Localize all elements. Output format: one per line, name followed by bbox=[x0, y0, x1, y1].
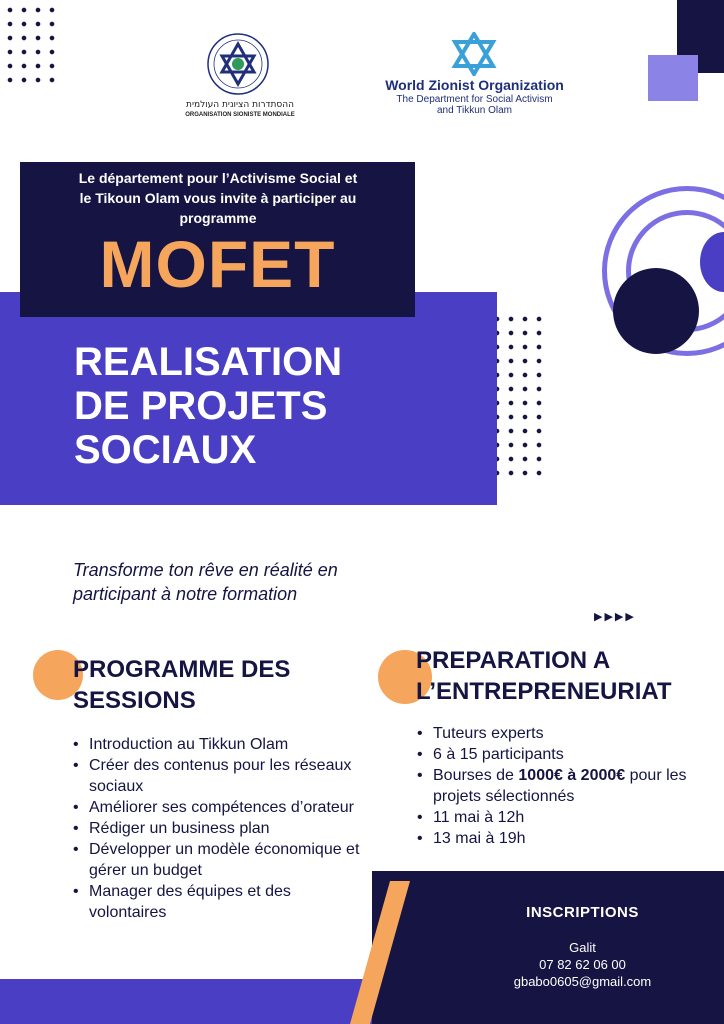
list-item: • Manager des équipes et des volontaires bbox=[72, 881, 372, 923]
list-item: • Améliorer ses compétences d’orateur bbox=[72, 797, 372, 818]
tagline-line1: Transforme ton rêve en réalité en bbox=[73, 560, 338, 580]
corner-block-lilac bbox=[648, 55, 698, 101]
headline-line3: SOCIAUX bbox=[74, 428, 257, 472]
wzo-subtitle bbox=[372, 94, 577, 116]
bottom-purple-stripe bbox=[0, 979, 400, 1024]
contact-email[interactable]: gbabo0605@gmail.com bbox=[513, 974, 652, 989]
decorative-navy-circle bbox=[613, 268, 699, 354]
dot-grid-top-left bbox=[0, 0, 62, 90]
preparation-heading-line2: L’ENTREPRENEURIAT bbox=[416, 678, 672, 705]
program-name: MOFET bbox=[99, 227, 336, 301]
preparation-heading bbox=[416, 645, 724, 707]
intro-line2: le Tikoun Olam vous invite à participer au bbox=[79, 190, 357, 206]
preparation-list bbox=[416, 723, 706, 849]
bourses-amount: 1000€ à 2000€ bbox=[518, 767, 626, 784]
preparation-heading-line1: PREPARATION A bbox=[416, 647, 611, 674]
sessions-heading-line1: PROGRAMME DES bbox=[73, 656, 291, 683]
list-item: • Créer des contenus pour les réseaux sociaux bbox=[72, 755, 372, 797]
list-item-bourses bbox=[416, 765, 706, 807]
tagline bbox=[73, 558, 433, 606]
headline bbox=[74, 340, 474, 472]
contact-name: Galit bbox=[569, 940, 596, 955]
sessions-heading-line2: SESSIONS bbox=[73, 687, 196, 714]
intro-line3: programme bbox=[179, 210, 257, 226]
sessions-list bbox=[72, 734, 372, 923]
arrows-decoration: ▶▶▶▶ bbox=[594, 611, 636, 623]
tagline-line2: participant à notre formation bbox=[73, 584, 298, 604]
list-item: • Rédiger un business plan bbox=[72, 818, 372, 839]
sessions-heading bbox=[73, 654, 373, 716]
wzo-subtitle-line1: The Department for Social Activism bbox=[396, 94, 553, 105]
intro-line1: Le département pour l’Activisme Social et bbox=[78, 170, 358, 186]
intro-text bbox=[40, 168, 396, 228]
inscriptions-title: INSCRIPTIONS bbox=[526, 904, 639, 921]
list-item: • 11 mai à 12h bbox=[416, 807, 706, 828]
star-of-david-logo bbox=[451, 32, 497, 76]
list-item: • Développer un modèle économique et gérer un budget bbox=[72, 839, 372, 881]
bourses-prefix: Bourses de bbox=[433, 767, 519, 784]
headline-line1: REALISATION bbox=[74, 340, 343, 384]
contact-phone[interactable]: 07 82 62 06 00 bbox=[539, 957, 626, 972]
logo-french-text: ORGANISATION SIONISTE MONDIALE bbox=[185, 112, 295, 118]
list-item: • 13 mai à 19h bbox=[416, 828, 706, 849]
list-item: • 6 à 15 participants bbox=[416, 744, 706, 765]
wzo-subtitle-line2: and Tikkun Olam bbox=[436, 105, 513, 116]
orange-slant-stripe bbox=[350, 881, 410, 1024]
logo-hebrew-text: ההסתדרות הציונית העולמית bbox=[186, 100, 294, 110]
bourses-suffix: pour les projets sélectionnés bbox=[433, 767, 687, 805]
wzo-title: World Zionist Organization bbox=[385, 77, 564, 93]
headline-line2: DE PROJETS bbox=[74, 384, 328, 428]
list-item: • Tuteurs experts bbox=[416, 723, 706, 744]
list-item: • Introduction au Tikkun Olam bbox=[72, 734, 372, 755]
